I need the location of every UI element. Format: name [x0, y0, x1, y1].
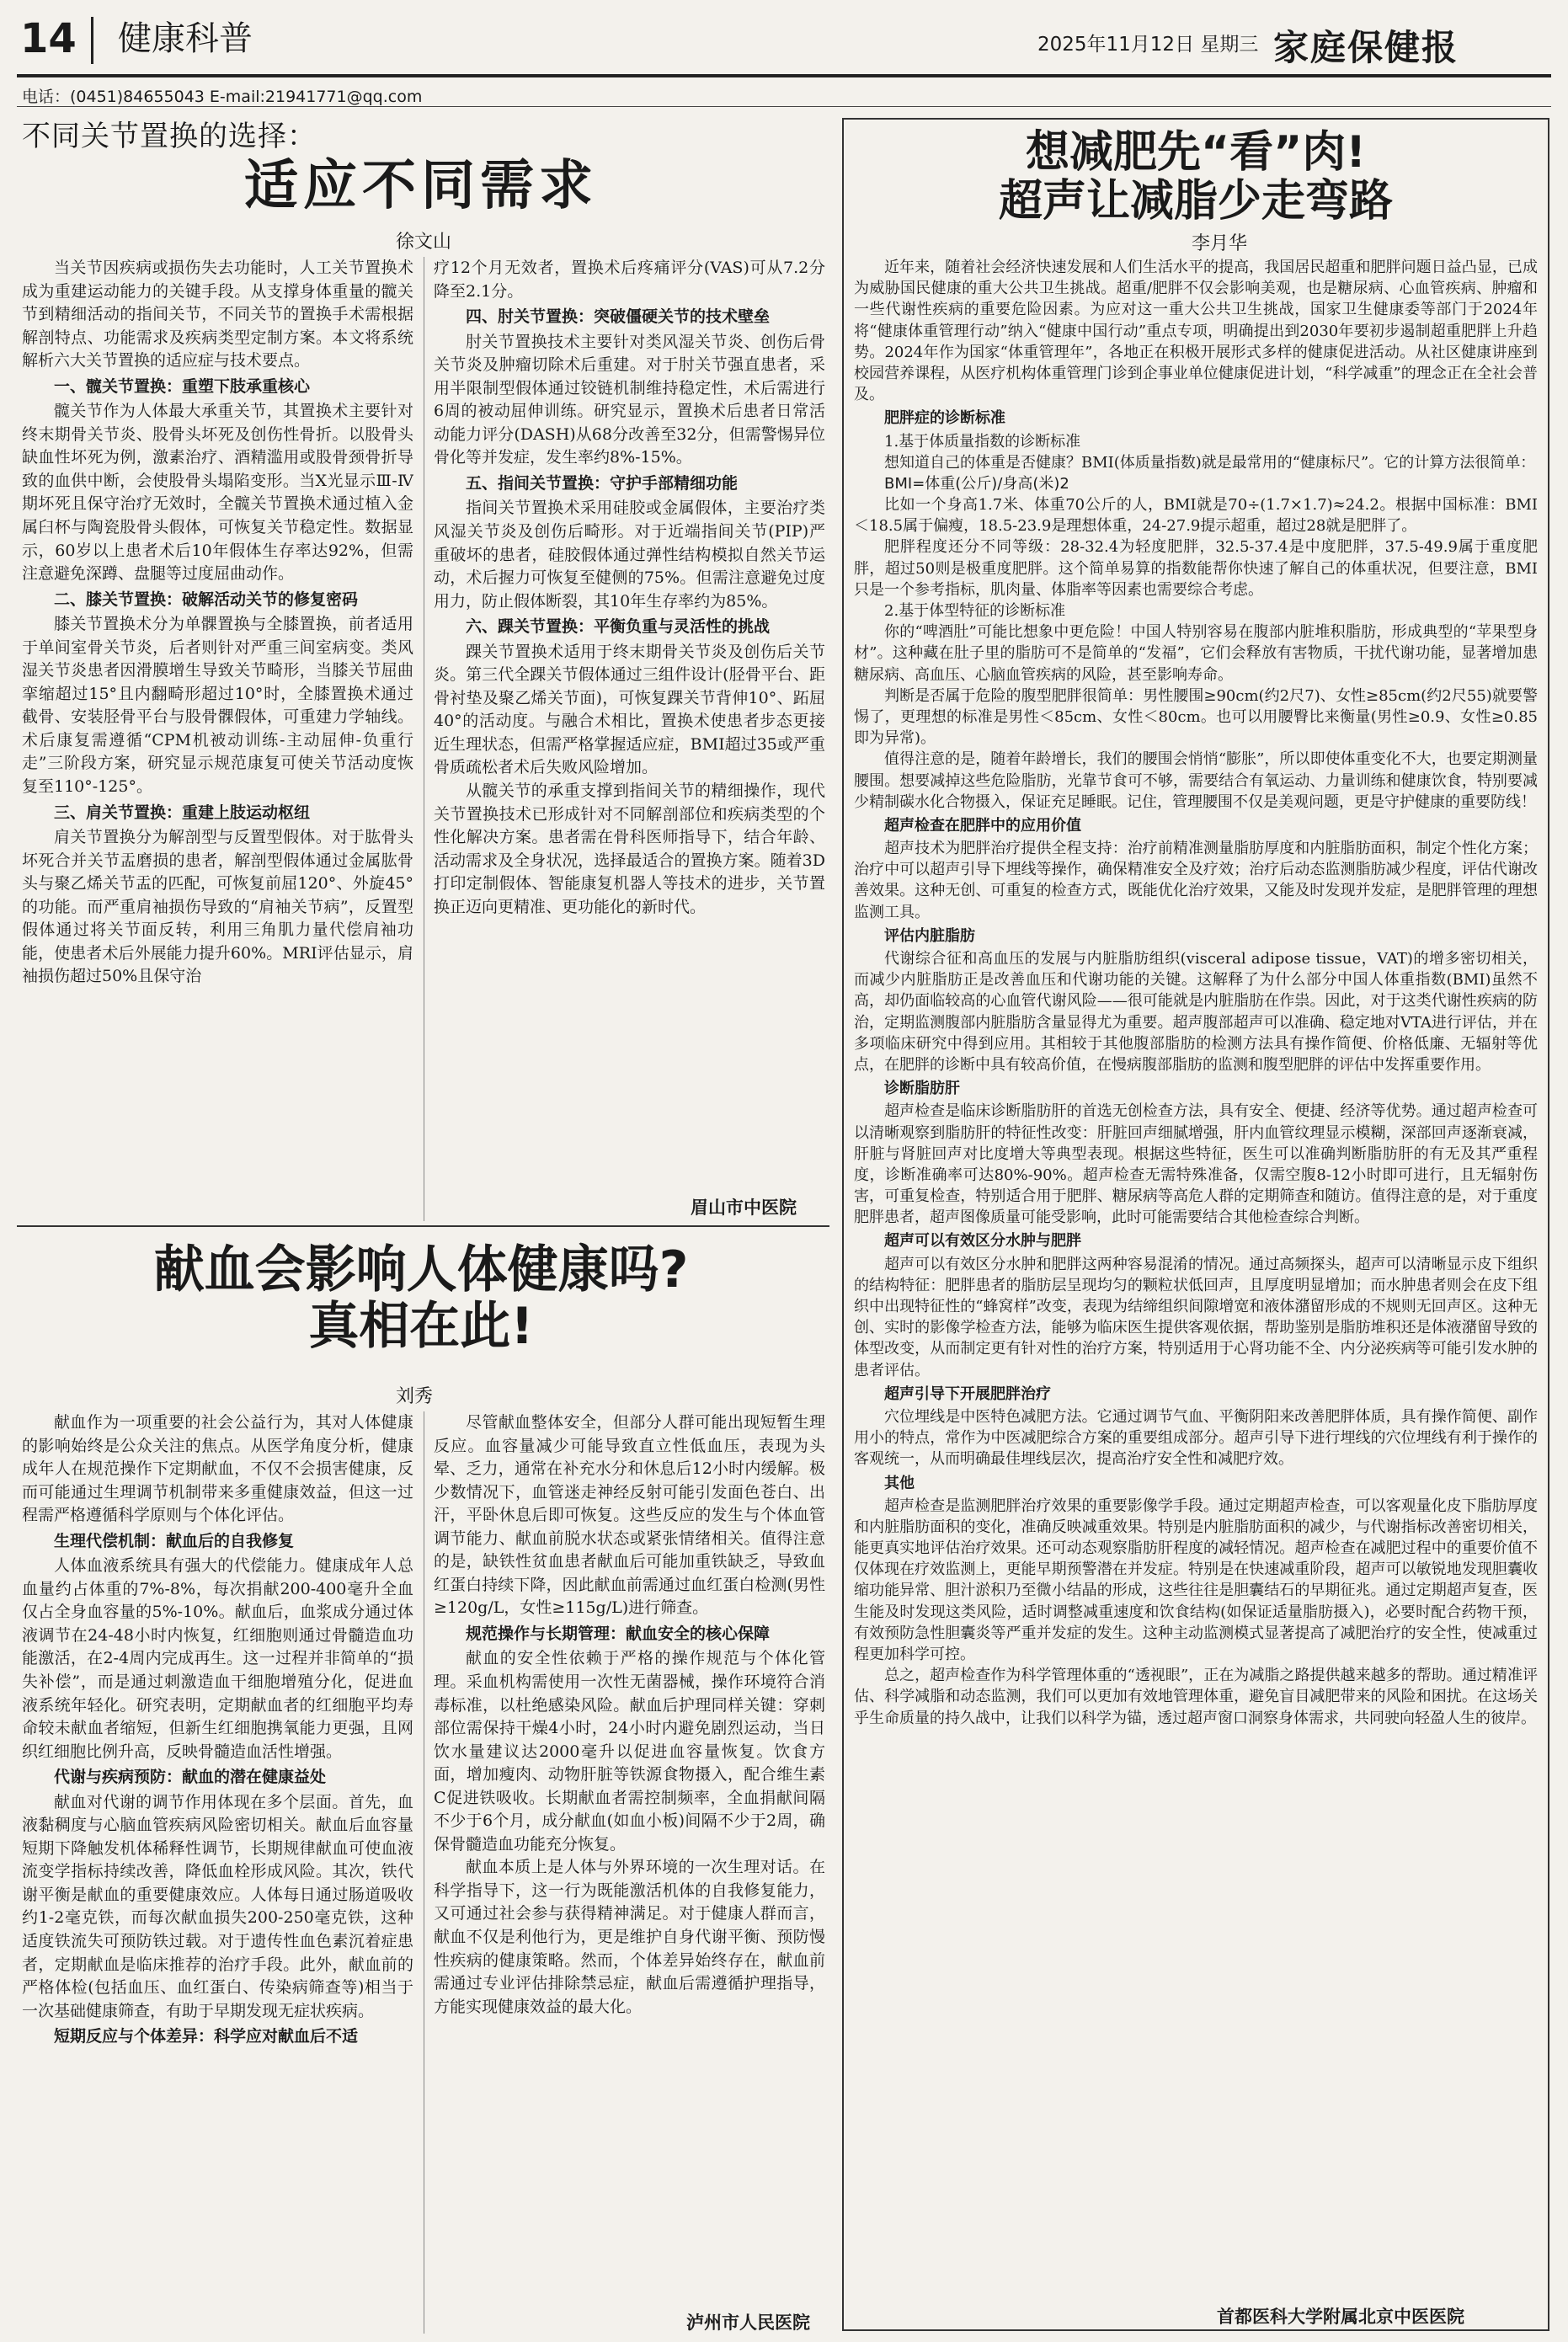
paragraph: 你的“啤酒肚”可能比想象中更危险！中国人特别容易在腹部内脏堆积脂肪，形成典型的“苹果型身材”。这种藏在肚子里的脂肪可不是简单的“发福”，它们会释放有害物质，干扰代谢功能，显著增加患糖尿病、高血压、心脑血管疾病的风险，甚至影响寿命。: [854, 623, 1538, 684]
paragraph: 肥胖程度还分不同等级：28-32.4为轻度肥胖，32.5-37.4是中度肥胖，37.5-49.9属于重度肥胖，超过50则是极重度肥胖。这个简单易算的指数能帮你快速了解自己的体重状况，但要注意，BMI只是一个参考指标，肌肉量、体脂率等因素也需要综合考虑。: [854, 538, 1538, 599]
article1-column-1: [22, 257, 413, 1221]
contact-line: 电话：(0451)84655043 E-mail:21941771@qq.com: [22, 88, 423, 106]
subheading: 超声可以有效区分水肿与肥胖: [884, 1232, 1081, 1251]
masthead-divider: [91, 17, 93, 64]
subheading: 代谢与疾病预防：献血的潜在健康益处: [54, 1768, 327, 1787]
subheading: 生理代偿机制：献血后的自我修复: [54, 1531, 295, 1550]
masthead-rule: [17, 74, 1551, 77]
paragraph: 献血作为一项重要的社会公益行为，其对人体健康的影响始终是公众关注的焦点。从医学角度分析，健康成年人在规范操作下定期献血，不仅不会损害健康，反而可能通过生理调节机制带来多重健康效益，但这一过程需严格遵循科学原则与个体化评估。: [22, 1413, 413, 1525]
article1-headline: 适应不同需求: [244, 155, 598, 217]
article2-headline: [25, 1242, 817, 1355]
subheading: 一、髋关节置换：重塑下肢承重核心: [54, 376, 311, 396]
paragraph: 献血本质上是人体与外界环境的一次生理对话。在科学指导下，这一行为既能激活机体的自我修复能力，又可通过社会参与获得精神满足。对于健康人群而言，献血不仅是利他行为，更是维护自身代谢平衡、预防慢性疾病的健康策略。然而，个体差异始终存在，献血前需通过专业评估排除禁忌症，献血后需遵循护理指导，方能实现健康效益的最大化。: [434, 1858, 825, 2016]
sub-subheading: 2.基于体型特征的诊断标准: [884, 602, 1066, 620]
paragraph: 想知道自己的体重是否健康？BMI(体质量指数)就是最常用的“健康标尺”。它的计算方法很简单：: [884, 453, 1536, 472]
paragraph: 近年来，随着社会经济快速发展和人们生活水平的提高，我国居民超重和肥胖问题日益凸显，已成为威胁国民健康的重大公共卫生挑战。超重/肥胖不仅会影响美观，也是糖尿病、心血管疾病、肿瘤和一些代谢性疾病的重要危险因素。为应对这一重大公共卫生挑战，国家卫生健康委等部门于2024年将“健康体重管理行动”纳入“健康中国行动”重点专项，明确提出到2030年要初步遏制超重肥胖上升趋势。2024年作为国家“体重管理年”，各地正在积极开展形式多样的健康促进活动。从社区健康讲座到校园营养课程，从医疗机构体重管理门诊到企事业单位健康促进计划，“科学减重”的理念正在全社会普及。: [854, 259, 1538, 404]
subheading: 二、膝关节置换：破解活动关节的修复密码: [54, 590, 359, 609]
subheading: 三、肩关节置换：重建上肢运动枢纽: [54, 803, 311, 822]
issue-date: 2025年11月12日 星期三: [1037, 34, 1259, 56]
paragraph: 髋关节作为人体最大承重关节，其置换术主要针对终末期骨关节炎、股骨头坏死及创伤性骨折。以股骨头缺血性坏死为例，激素治疗、酒精滥用或股骨颈骨折导致的血供中断，会使股骨头塌陷变形。当X光显示Ⅲ-Ⅳ期坏死且保守治疗无效时，全髋关节置换术通过植入金属臼杯与陶瓷股骨头假体，可恢复关节稳定性。数据显示，60岁以上患者术后10年假体生存率达92%，但需注意避免深蹲、盘腿等过度屈曲动作。: [22, 402, 413, 584]
subheading: 超声检查在肥胖中的应用价值: [884, 816, 1081, 835]
article3-headline: [851, 128, 1541, 226]
article2-column-2: [434, 1411, 825, 2302]
paragraph: 肘关节置换技术主要针对类风湿关节炎、创伤后骨关节炎及肿瘤切除术后重建。对于肘关节强直患者，采用半限制型假体通过铰链机制维持稳定性，术后需进行6周的被动屈伸训练。研究显示，置换术后患者日常活动能力评分(DASH)从68分改善至32分，但需警惕异位骨化等并发症，发生率约8%-15%。: [434, 332, 825, 467]
subheading: 规范操作与长期管理：献血安全的核心保障: [466, 1624, 771, 1643]
sub-subheading: 1.基于体质量指数的诊断标准: [884, 432, 1081, 451]
paragraph: 当关节因疾病或损伤失去功能时，人工关节置换术成为重建运动能力的关键手段。从支撑身体重量的髋关节到精细活动的指间关节，不同关节的置换手术需根据解剖特点、功能需求及疾病类型定制方案。本文将系统解析六大关节置换的适应症与技术要点。: [22, 259, 413, 371]
paragraph: 代谢综合征和高血压的发展与内脏脂肪组织(visceral adipose tissue，VAT)的增多密切相关，而减少内脏脂肪正是改善血压和代谢功能的关键。这解释了为什么部分中国人体重指数(BMI)虽然不高，却仍面临较高的心血管代谢风险——很可能就是内脏脂肪在作祟。因此，对于这类代谢性疾病的防治，定期监测腹部内脏脂肪含量显得尤为重要。超声腹部超声可以准确、稳定地对VTA进行评估，并在多项临床研究中得到应用。其相较于其他腹部脂肪的检测方法具有操作简便、价格低廉、无辐射等优点，在肥胖的诊断中具有较高价值，在慢病腹部脂肪的监测和腹型肥胖的评估中发挥重要作用。: [854, 950, 1538, 1074]
article3-body: [854, 257, 1538, 2295]
section-title: 健康科普: [118, 19, 253, 58]
article1-kicker: 不同关节置换的选择：: [22, 120, 317, 153]
subheading: 六、踝关节置换：平衡负重与灵活性的挑战: [466, 617, 771, 637]
paragraph: 总之，超声检查作为科学管理体重的“透视眼”，正在为减脂之路提供越来越多的帮助。通过精准评估、科学减脂和动态监测，我们可以更加有效地管理体重，避免盲目减肥带来的风险和困扰。在这场关乎生命质量的持久战中，让我们以科学为锚，透过超声窗口洞察身体需求，共同驶向轻盈人生的彼岸。: [854, 1667, 1538, 1727]
article-divider: [17, 1225, 829, 1227]
article2-headline-line2: 真相在此!: [308, 1297, 534, 1357]
subheading: 短期反应与个体差异：科学应对献血后不适: [54, 2027, 359, 2046]
paragraph: 从髋关节的承重支撑到指间关节的精细操作，现代关节置换技术已形成针对不同解剖部位和疾病类型的个性化解决方案。患者需在骨科医师指导下，结合年龄、活动需求及全身状况，选择最适合的置换方案。随着3D打印定制假体、智能康复机器人等技术的进步，关节置换正迈向更精准、更功能化的新时代。: [434, 782, 825, 916]
formula: BMI=体重(公斤)/身高(米)2: [884, 474, 1069, 493]
contact-rule: [17, 106, 1551, 107]
paragraph: 超声检查是临床诊断脂肪肝的首选无创检查方法，具有安全、便捷、经济等优势。通过超声检查可以清晰观察到脂肪肝的特征性改变：肝脏回声细腻增强，肝内血管纹理显示模糊，深部回声逐渐衰减，肝脏与肾脏回声对比度增大等典型表现。根据这些特征，医生可以准确判断脂肪肝的有无及其严重程度，诊断准确率可达80%-90%。超声检查无需特殊准备，仅需空腹8-12小时即可进行，且无辐射伤害，可重复检查，特别适合用于肥胖、糖尿病等高危人群的定期筛查和随访。值得注意的是，对于重度肥胖患者，超声图像质量可能受影响，此时可能需要结合其他检查综合判断。: [854, 1102, 1538, 1227]
subheading: 五、指间关节置换：守护手部精细功能: [466, 473, 739, 493]
article1-source: 眉山市中医院: [691, 1198, 797, 1218]
article2-headline-line1: 献血会影响人体健康吗?: [153, 1240, 689, 1299]
subheading: 超声引导下开展肥胖治疗: [884, 1384, 1051, 1403]
article2-author: 刘秀: [396, 1386, 434, 1407]
subheading: 诊断脂肪肝: [884, 1080, 960, 1098]
paragraph: 超声可以有效区分水肿和肥胖这两种容易混淆的情况。通过高频探头，超声可以清晰显示皮下组织的结构特征：肥胖患者的脂肪层呈现均匀的颗粒状低回声，且厚度明显增加；而水肿患者则会在皮下组织中出现特征性的“蜂窝样”改变，表现为结缔组织间隙增宽和液体潴留形成的不规则无回声区。这种无创、实时的影像学检查方法，能够为临床医生提供客观依据，帮助鉴别是脂肪堆积还是体液潴留导致的体型改变，从而制定更有针对性的治疗方案，特别适用于心肾功能不全、内分泌疾病等可能引发水肿的患者评估。: [854, 1255, 1538, 1379]
paragraph: 人体血液系统具有强大的代偿能力。健康成年人总血量约占体重的7%-8%，每次捐献200-400毫升全血仅占全身血容量的5%-10%。献血后，血浆成分通过体液调节在24-48小时内恢复，红细胞则通过骨髓造血功能激活，在2-4周内完成再生。这一过程并非简单的“损失补偿”，而是通过刺激造血干细胞增殖分化，促进血液系统年轻化。研究表明，定期献血者的红细胞平均寿命较未献血者缩短，但新生红细胞携氧能力更强，且网织红细胞比例升高，反映骨髓造血活性增强。: [22, 1556, 413, 1761]
paragraph: 疗12个月无效者，置换术后疼痛评分(VAS)可从7.2分降至2.1分。: [434, 259, 825, 301]
paragraph: 值得注意的是，随着年龄增长，我们的腰围会悄悄“膨胀”，所以即使体重变化不大，也要定期测量腰围。想要减掉这些危险脂肪，光靠节食可不够，需要结合有氧运动、力量训练和健康饮食，特别要减少精制碳水化合物摄入，保证充足睡眠。记住，管理腰围不仅是美观问题，更是守护健康的重要防线！: [854, 750, 1538, 811]
article3-author: 李月华: [1192, 233, 1248, 254]
paragraph: 献血对代谢的调节作用体现在多个层面。首先，血液黏稠度与心脑血管疾病风险密切相关。献血后血容量短期下降触发机体稀释性调节，长期规律献血可使血液流变学指标持续改善，降低血栓形成风险。其次，铁代谢平衡是献血的重要健康效应。人体每日通过肠道吸收约1-2毫克铁，而每次献血损失200-250毫克铁，这种适度铁流失可预防铁过载。对于遗传性血色素沉着症患者，定期献血是临床推荐的治疗手段。此外，献血前的严格体检(包括血压、血红蛋白、传染病筛查等)相当于一次基础健康筛查，有助于早期发现无症状疾病。: [22, 1792, 413, 2020]
paragraph: 指间关节置换术采用硅胶或金属假体，主要治疗类风湿关节炎及创伤后畸形。对于近端指间关节(PIP)严重破坏的患者，硅胶假体通过弹性结构模拟自然关节运动，术后握力可恢复至健侧的75%。但需注意避免过度用力，防止假体断裂，其10年生存率约为85%。: [434, 499, 825, 611]
article2-column-1: [22, 1411, 413, 2334]
subheading: 评估内脏脂肪: [884, 926, 975, 945]
paragraph: 尽管献血整体安全，但部分人群可能出现短暂生理反应。血容量减少可能导致直立性低血压，表现为头晕、乏力，通常在补充水分和休息后12小时内缓解。极少数情况下，血管迷走神经反射可能引发面色苍白、出汗，平卧休息后即可恢复。这些反应的发生与个体血管调节能力、献血前脱水状态或紧张情绪相关。值得注意的是，缺铁性贫血患者献血后可能加重铁缺乏，导致血红蛋白持续下降，因此献血前需通过血红蛋白检测(男性≥120g/L，女性≥115g/L)进行筛查。: [434, 1413, 825, 1618]
paper-name: 家庭保健报: [1273, 27, 1459, 68]
article2-source: 泸州市人民医院: [686, 2313, 810, 2333]
paragraph: 比如一个身高1.7米、体重70公斤的人，BMI就是70÷(1.7×1.7)≈24.2。根据中国标准：BMI＜18.5属于偏瘦，18.5-23.9是理想体重，24-27.9提示超重，超过28就是肥胖了。: [854, 496, 1538, 536]
paragraph: 踝关节置换术适用于终末期骨关节炎及创伤后关节炎。第三代全踝关节假体通过三组件设计(胫骨平台、距骨衬垫及聚乙烯关节面)，可恢复踝关节背伸10°、跖屈40°的活动度。与融合术相比，置换术使患者步态更接近生理状态，但需严格掌握适应症，BMI超过35或严重骨质疏松者术后失败风险增加。: [434, 642, 825, 777]
article3-headline-line1: 想减肥先“看”肉!: [1025, 127, 1367, 178]
article3-source: 首都医科大学附属北京中医医院: [1217, 2307, 1464, 2327]
paragraph: 肩关节置换分为解剖型与反置型假体。对于肱骨头坏死合并关节盂磨损的患者，解剖型假体通过金属肱骨头与聚乙烯关节盂的匹配，可恢复前屈120°、外旋45°的功能。而严重肩袖损伤导致的“肩袖关节病”，反置型假体通过将关节面反转，利用三角肌力量代偿肩袖功能，使患者术后外展能力提升60%。MRI评估显示，肩袖损伤超过50%且保守治: [22, 828, 413, 986]
subheading: 四、肘关节置换：突破僵硬关节的技术壁垒: [466, 307, 771, 327]
paragraph: 献血的安全性依赖于严格的操作规范与个体化管理。采血机构需使用一次性无菌器械，操作环境符合消毒标准，以杜绝感染风险。献血后护理同样关键：穿刺部位需保持干燥4小时，24小时内避免剧烈运动，当日饮水量建议达2000毫升以促进血容量恢复。饮食方面，增加瘦肉、动物肝脏等铁源食物摄入，配合维生素C促进铁吸收。长期献血者需控制频率，全血捐献间隔不少于6个月，成分献血(如血小板)间隔不少于2周，确保骨髓造血功能充分恢复。: [434, 1649, 825, 1854]
subheading: 其他: [884, 1474, 915, 1492]
article1-column-2: [434, 257, 825, 1193]
paragraph: 穴位埋线是中医特色减肥方法。它通过调节气血、平衡阴阳来改善肥胖体质，具有操作简便、副作用小的特点，常作为中医减肥综合方案的重要组成部分。超声引导下进行埋线的穴位埋线有利于操作的客观统一，从而明确最佳埋线层次，提高治疗安全性和减肥疗效。: [854, 1407, 1538, 1469]
subheading: 肥胖症的诊断标准: [884, 409, 1005, 428]
article1-author: 徐文山: [396, 232, 452, 253]
paragraph: 超声技术为肥胖治疗提供全程支持：治疗前精准测量脂肪厚度和内脏脂肪面积，制定个性化方案；治疗中可以超声引导下埋线等操作，确保精准安全及疗效；治疗后动态监测脂肪减少程度，评估代谢改善效果。这种无创、可重复的检查方式，既能优化治疗效果，又能及时发现并发症，是肥胖管理的理想监测工具。: [854, 840, 1538, 921]
paragraph: 判断是否属于危险的腹型肥胖很简单：男性腰围≥90cm(约2尺7)、女性≥85cm(约2尺55)就要警惕了，更理想的标准是男性＜85cm、女性＜80cm。也可以用腰臀比来衡量(男性≥0.9、女性≥0.85即为异常)。: [854, 686, 1538, 748]
paragraph: 膝关节置换术分为单髁置换与全膝置换，前者适用于单间室骨关节炎，后者则针对严重三间室病变。类风湿关节炎患者因滑膜增生导致关节畸形，当膝关节屈曲挛缩超过15°且内翻畸形超过10°时，全膝置换术通过截骨、安装胫骨平台与股骨髁假体，可重建力学轴线。术后康复需遵循“CPM机被动训练-主动屈伸-负重行走”三阶段方案，研究显示规范康复可使关节活动度恢复至110°-125°。: [22, 615, 413, 797]
page-number: 14: [20, 15, 77, 62]
paragraph: 超声检查是监测肥胖治疗效果的重要影像学手段。通过定期超声检查，可以客观量化皮下脂肪厚度和内脏脂肪面积的变化，准确反映减重效果。特别是内脏脂肪面积的减少，与代谢指标改善密切相关，能更真实地评估治疗效果。还可动态观察脂肪肝程度的减轻情况。超声检查在减肥过程中的重要价值不仅体现在疗效监测上，更能早期预警潜在并发症。特别是在快速减重阶段，超声可以敏锐地发现胆囊收缩功能异常、胆汁淤积乃至微小结晶的形成，这些往往是胆囊结石的早期征兆。通过定期超声复查，医生能及时发现这类风险，适时调整减重速度和饮食结构(如保证适量脂肪摄入)，必要时配合药物干预，有效预防急性胆囊炎等严重并发症的发生。这种主动监测模式显著提高了减肥治疗的安全性，使减重过程更加科学可控。: [854, 1496, 1538, 1663]
article3-headline-line2: 超声让减脂少走弯路: [998, 176, 1393, 227]
